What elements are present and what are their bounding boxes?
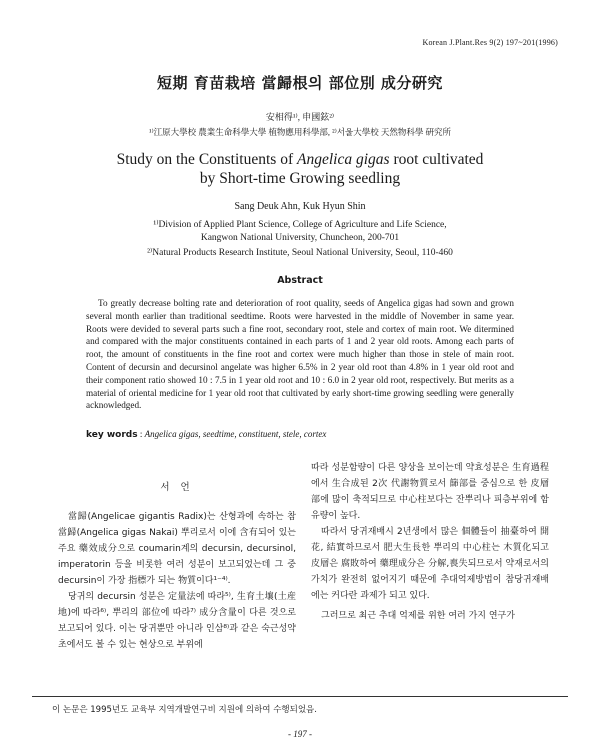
english-title-species: Angelica gigas [297,151,390,168]
section-heading-introduction: 서 언 [160,482,194,493]
english-affiliation-line-2: Kangwon National University, Chuncheon, 200-701 [200,233,400,243]
english-title-part1: Study on the Constituents of [116,151,297,168]
body-column-left [58,460,296,653]
keywords-separator: : [137,429,145,439]
korean-authors: 安相得¹⁾, 申國鉉²⁾ [265,112,335,122]
keywords-line [86,429,526,440]
keywords-values: Angelica gigas, seedtime, constituent, stele, cortex [144,429,327,439]
english-title-part1-end: root cultivated [389,151,484,168]
body-paragraph: 따라서 당귀재배시 2년생에서 많은 個體들이 抽臺하여 開花, 結實하므로서 肥大生長한 뿌리의 中心柱는 木質化되고 皮層은 腐敗하여 藥理成分은 分解,喪失되므로서 약재로서의 가치가 완전히 없어지기 때문에 추대억제방법이 참당귀재배에는 커다란 과제가 되고 있다. [311,527,549,601]
body-paragraph: 따라 성분함량이 다른 양상을 보이는데 약효성분은 生育過程에서 生合成된 2次 代謝物質로서 篩部를 중심으로 한 皮層部에 많이 축적되므로 中心柱보다는 잔뿌리나 피층부위에 함유량이 높다. [311,463,549,521]
body-paragraph: 당귀의 decursin 성분은 定量法에 따라⁵⁾, 生育土壤(土産地)에 따라⁶⁾, 뿌리의 部位에 따라⁷⁾ 成分含量이 다른 것으로 보고되어 있다. 이는 당귀뿐만 아니라 인삼⁸⁾과 같은 숙근성약초에서도 볼 수 있는 현상으로 부위에 [58,592,296,650]
abstract-body: To greatly decrease bolting rate and deterioration of root quality, seeds of Angelica gigas had sown and grown several month earlier than traditional seedtime. Roots were harvested in the middle of November in same year. Roots were devided to several parts such a fine root, secondary root, stele and cortex of main root. We ditermined and compared with the major constituents contained in each parts of 1 and 2 year old roots. Among each parts of root, the amount of constituents in the fine root and cortex were much higher than those in stele of main root. Content of decursin and decursinol angelate was higher 6.5% in 2 year old root than 4.8% in 1 year old root and their component ratio showed 10 : 7.5 in 1 year old root and 10 : 6.0 in 2 year old root, respectively. But merits as a material of oriental medicine for 1 year old root that cultivated by early short-time growing seedling were generally acknowledged. [86,298,514,411]
body-column-right [311,460,549,624]
english-title [0,150,600,188]
journal-reference: Korean J.Plant.Res 9(2) 197~201(1996) [422,38,558,47]
korean-title: 短期 育苗栽培 當歸根의 部位別 成分硏究 [157,74,443,92]
body-paragraph: 그러므로 최근 추대 억제를 위한 여러 가지 연구가 [321,611,515,621]
english-affiliation-line-1: ¹⁾Division of Applied Plant Science, College of Agriculture and Life Science, [153,220,447,230]
english-authors: Sang Deuk Ahn, Kuk Hyun Shin [234,201,366,212]
abstract-heading: Abstract [277,275,323,286]
footnote: 이 논문은 1995년도 교육부 지역개발연구비 지원에 의하여 수행되었음. [52,705,317,715]
english-affiliation-line-3: ²⁾Natural Products Research Institute, Seoul National University, Seoul, 110-460 [147,248,453,258]
korean-affiliation: ¹⁾江原大學校 農業生命科學大學 植物應用科學部, ²⁾서울大學校 天然物科學 硏究所 [149,127,451,137]
page-number: - 197 - [288,729,312,739]
english-title-part2: by Short-time Growing seedling [199,170,401,187]
keywords-label: key words [86,430,138,440]
body-paragraph: 當歸(Angelicae gigantis Radix)는 산형과에 속하는 참當歸(Angelica gigas Nakai) 뿌리로서 이에 含有되어 있는 주요 藥效成分으로 coumarin계의 decursin, decursinol, imperatorin 등을 비롯한 여러 성분이 보고되었는데 그 중 decursin이 가장 指標가 되는 物質이다¹⁻⁴⁾. [58,512,296,586]
footnote-divider [32,696,568,697]
